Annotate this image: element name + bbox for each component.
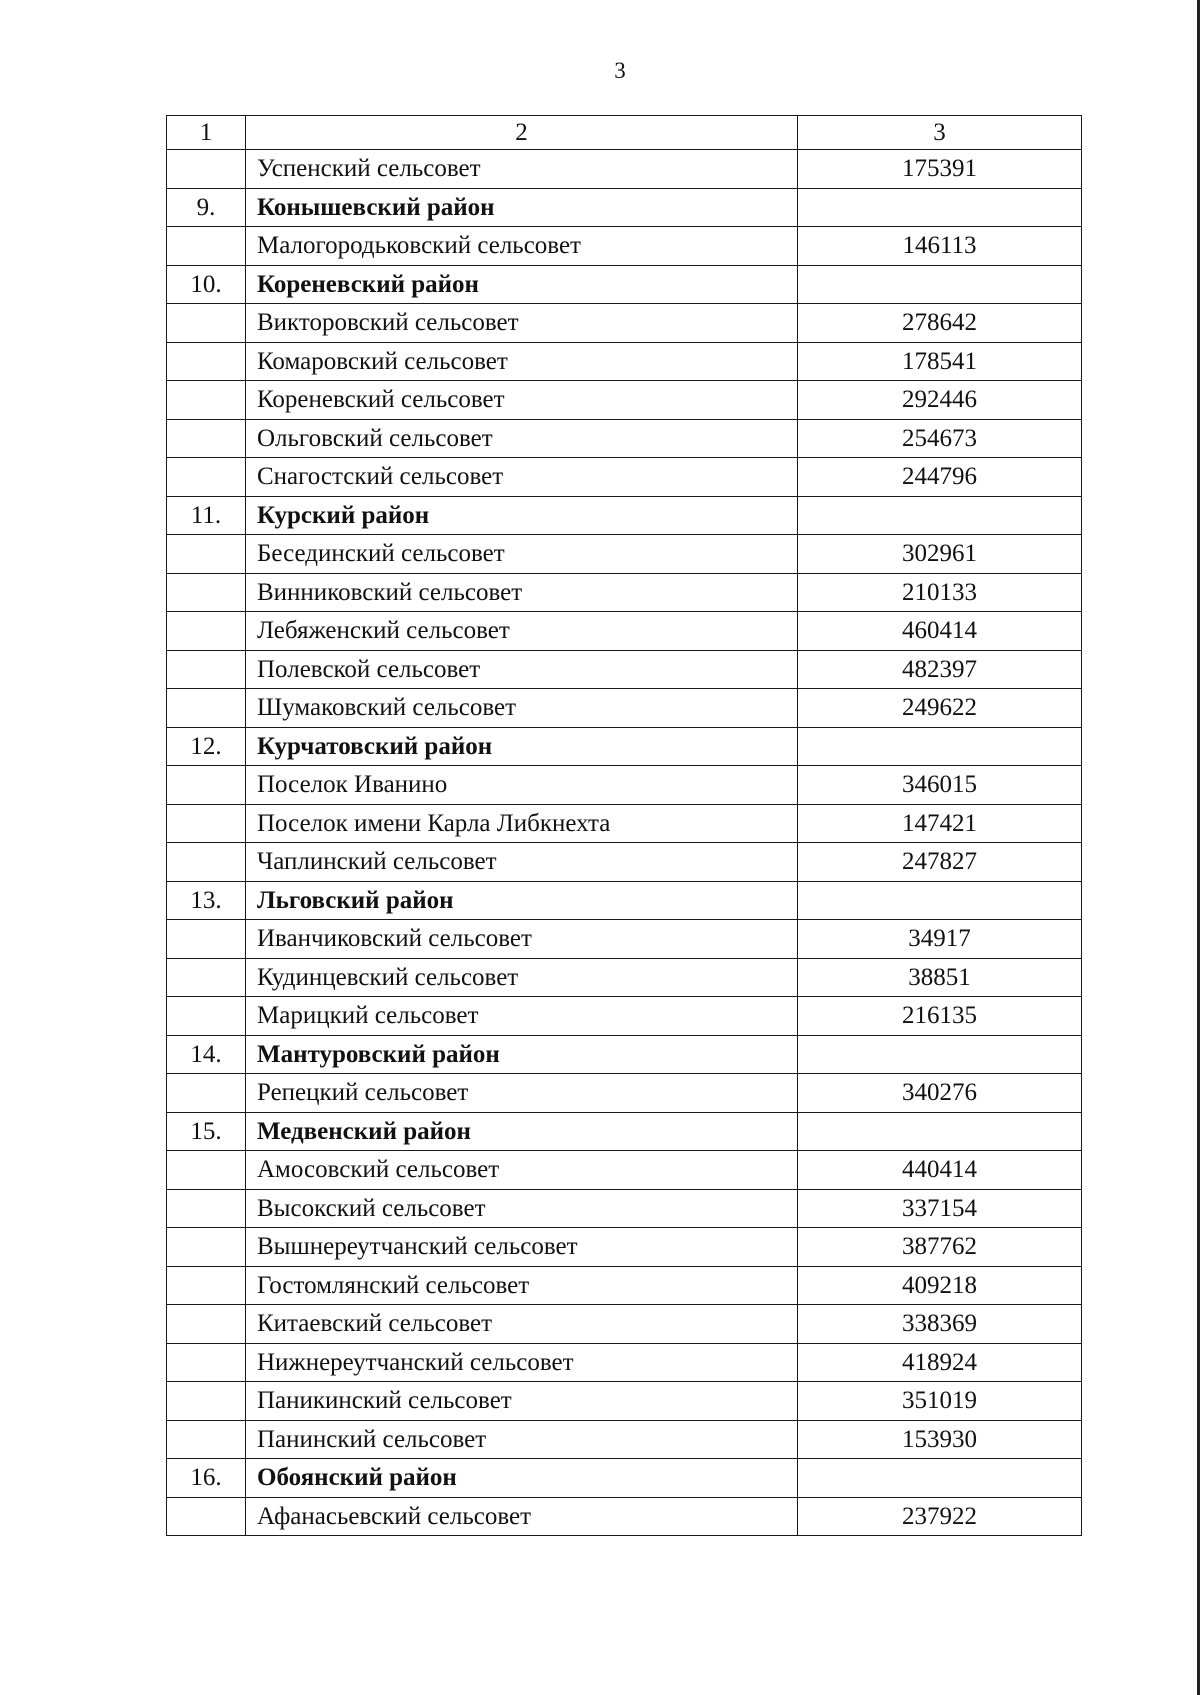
value-cell: 346015 bbox=[798, 766, 1082, 805]
row-number-cell bbox=[167, 1151, 246, 1190]
district-row bbox=[167, 188, 1082, 227]
table-row bbox=[167, 1074, 1082, 1113]
table-row bbox=[167, 304, 1082, 343]
value-cell bbox=[798, 1112, 1082, 1151]
value-cell: 146113 bbox=[798, 227, 1082, 266]
value-cell: 216135 bbox=[798, 997, 1082, 1036]
row-number-cell bbox=[167, 150, 246, 189]
settlement-name-cell: Викторовский сельсовет bbox=[246, 304, 798, 343]
table-row bbox=[167, 1266, 1082, 1305]
district-row bbox=[167, 1459, 1082, 1498]
row-number-cell: 13. bbox=[167, 881, 246, 920]
page-number: 3 bbox=[614, 58, 626, 83]
settlement-name-cell: Чаплинский сельсовет bbox=[246, 843, 798, 882]
row-number-cell: 14. bbox=[167, 1035, 246, 1074]
table-row bbox=[167, 650, 1082, 689]
district-name-cell: Конышевский район bbox=[246, 188, 798, 227]
table-row bbox=[167, 766, 1082, 805]
settlement-name-cell: Панинский сельсовет bbox=[246, 1420, 798, 1459]
value-cell bbox=[798, 1035, 1082, 1074]
row-number-cell bbox=[167, 458, 246, 497]
table-row bbox=[167, 804, 1082, 843]
value-cell: 278642 bbox=[798, 304, 1082, 343]
value-cell bbox=[798, 496, 1082, 535]
settlement-name-cell: Нижнереутчанский сельсовет bbox=[246, 1343, 798, 1382]
settlement-name-cell: Иванчиковский сельсовет bbox=[246, 920, 798, 959]
district-name-cell: Обоянский район bbox=[246, 1459, 798, 1498]
row-number-cell bbox=[167, 1497, 246, 1536]
settlement-name-cell: Бесединский сельсовет bbox=[246, 535, 798, 574]
row-number-cell bbox=[167, 612, 246, 651]
settlement-name-cell: Поселок Иванино bbox=[246, 766, 798, 805]
row-number-cell bbox=[167, 1266, 246, 1305]
row-number-cell bbox=[167, 766, 246, 805]
district-row bbox=[167, 496, 1082, 535]
value-cell: 247827 bbox=[798, 843, 1082, 882]
row-number-cell bbox=[167, 1420, 246, 1459]
settlement-name-cell: Кудинцевский сельсовет bbox=[246, 958, 798, 997]
row-number-cell: 9. bbox=[167, 188, 246, 227]
row-number-cell bbox=[167, 227, 246, 266]
value-cell: 292446 bbox=[798, 381, 1082, 420]
value-cell: 337154 bbox=[798, 1189, 1082, 1228]
row-number-cell: 16. bbox=[167, 1459, 246, 1498]
value-cell bbox=[798, 727, 1082, 766]
settlement-name-cell: Китаевский сельсовет bbox=[246, 1305, 798, 1344]
settlement-name-cell: Комаровский сельсовет bbox=[246, 342, 798, 381]
value-cell bbox=[798, 881, 1082, 920]
district-name-cell: Курчатовский район bbox=[246, 727, 798, 766]
table-row bbox=[167, 958, 1082, 997]
settlement-name-cell: Полевской сельсовет bbox=[246, 650, 798, 689]
table-row bbox=[167, 573, 1082, 612]
value-cell bbox=[798, 188, 1082, 227]
settlement-name-cell: Шумаковский сельсовет bbox=[246, 689, 798, 728]
row-number-cell bbox=[167, 920, 246, 959]
row-number-cell bbox=[167, 689, 246, 728]
table-row bbox=[167, 843, 1082, 882]
table-row bbox=[167, 1228, 1082, 1267]
row-number-cell bbox=[167, 304, 246, 343]
table-row bbox=[167, 1420, 1082, 1459]
value-cell: 338369 bbox=[798, 1305, 1082, 1344]
row-number-cell: 10. bbox=[167, 265, 246, 304]
value-cell: 440414 bbox=[798, 1151, 1082, 1190]
value-cell bbox=[798, 265, 1082, 304]
settlement-name-cell: Афанасьевский сельсовет bbox=[246, 1497, 798, 1536]
table-row bbox=[167, 458, 1082, 497]
table-row bbox=[167, 381, 1082, 420]
value-cell: 409218 bbox=[798, 1266, 1082, 1305]
table-row bbox=[167, 689, 1082, 728]
table-row bbox=[167, 227, 1082, 266]
value-cell: 254673 bbox=[798, 419, 1082, 458]
value-cell: 38851 bbox=[798, 958, 1082, 997]
row-number-cell bbox=[167, 997, 246, 1036]
row-number-cell bbox=[167, 342, 246, 381]
value-cell: 178541 bbox=[798, 342, 1082, 381]
value-cell: 147421 bbox=[798, 804, 1082, 843]
table-row bbox=[167, 1497, 1082, 1536]
header-col-3: 3 bbox=[798, 116, 1082, 150]
table-row bbox=[167, 342, 1082, 381]
row-number-cell bbox=[167, 381, 246, 420]
table-body bbox=[167, 116, 1082, 1536]
row-number-cell: 15. bbox=[167, 1112, 246, 1151]
header-col-2: 2 bbox=[246, 116, 798, 150]
table-row bbox=[167, 150, 1082, 189]
row-number-cell bbox=[167, 843, 246, 882]
row-number-cell bbox=[167, 1189, 246, 1228]
settlement-name-cell: Амосовский сельсовет bbox=[246, 1151, 798, 1190]
value-cell: 418924 bbox=[798, 1343, 1082, 1382]
row-number-cell bbox=[167, 958, 246, 997]
row-number-cell bbox=[167, 1228, 246, 1267]
settlement-name-cell: Лебяженский сельсовет bbox=[246, 612, 798, 651]
settlement-name-cell: Вышнереутчанский сельсовет bbox=[246, 1228, 798, 1267]
table-row bbox=[167, 1382, 1082, 1421]
value-cell: 237922 bbox=[798, 1497, 1082, 1536]
table-row bbox=[167, 1189, 1082, 1228]
row-number-cell bbox=[167, 650, 246, 689]
settlement-name-cell: Высокский сельсовет bbox=[246, 1189, 798, 1228]
district-name-cell: Медвенский район bbox=[246, 1112, 798, 1151]
row-number-cell bbox=[167, 804, 246, 843]
settlement-name-cell: Репецкий сельсовет bbox=[246, 1074, 798, 1113]
row-number-cell bbox=[167, 573, 246, 612]
value-cell: 387762 bbox=[798, 1228, 1082, 1267]
value-cell: 34917 bbox=[798, 920, 1082, 959]
district-row bbox=[167, 727, 1082, 766]
table-row bbox=[167, 419, 1082, 458]
row-number-cell bbox=[167, 1305, 246, 1344]
value-cell: 351019 bbox=[798, 1382, 1082, 1421]
settlement-name-cell: Малогородьковский сельсовет bbox=[246, 227, 798, 266]
value-cell: 460414 bbox=[798, 612, 1082, 651]
table-row bbox=[167, 1305, 1082, 1344]
district-row bbox=[167, 265, 1082, 304]
district-row bbox=[167, 1035, 1082, 1074]
district-row bbox=[167, 1112, 1082, 1151]
allocation-table bbox=[166, 115, 1082, 1536]
value-cell: 302961 bbox=[798, 535, 1082, 574]
table-row bbox=[167, 612, 1082, 651]
row-number-cell bbox=[167, 535, 246, 574]
value-cell: 210133 bbox=[798, 573, 1082, 612]
table-row bbox=[167, 1343, 1082, 1382]
table-row bbox=[167, 920, 1082, 959]
district-name-cell: Кореневский район bbox=[246, 265, 798, 304]
settlement-name-cell: Винниковский сельсовет bbox=[246, 573, 798, 612]
settlement-name-cell: Гостомлянский сельсовет bbox=[246, 1266, 798, 1305]
table-header-row bbox=[167, 116, 1082, 150]
table-row bbox=[167, 535, 1082, 574]
district-row bbox=[167, 881, 1082, 920]
settlement-name-cell: Поселок имени Карла Либкнехта bbox=[246, 804, 798, 843]
settlement-name-cell: Ольговский сельсовет bbox=[246, 419, 798, 458]
settlement-name-cell: Успенский сельсовет bbox=[246, 150, 798, 189]
settlement-name-cell: Паникинский сельсовет bbox=[246, 1382, 798, 1421]
district-name-cell: Курский район bbox=[246, 496, 798, 535]
value-cell: 244796 bbox=[798, 458, 1082, 497]
district-name-cell: Мантуровский район bbox=[246, 1035, 798, 1074]
settlement-name-cell: Снагостский сельсовет bbox=[246, 458, 798, 497]
row-number-cell bbox=[167, 419, 246, 458]
row-number-cell: 11. bbox=[167, 496, 246, 535]
settlement-name-cell: Кореневский сельсовет bbox=[246, 381, 798, 420]
value-cell: 482397 bbox=[798, 650, 1082, 689]
row-number-cell bbox=[167, 1382, 246, 1421]
header-col-1: 1 bbox=[167, 116, 246, 150]
table-row bbox=[167, 997, 1082, 1036]
value-cell bbox=[798, 1459, 1082, 1498]
row-number-cell bbox=[167, 1343, 246, 1382]
settlement-name-cell: Марицкий сельсовет bbox=[246, 997, 798, 1036]
value-cell: 249622 bbox=[798, 689, 1082, 728]
row-number-cell bbox=[167, 1074, 246, 1113]
value-cell: 340276 bbox=[798, 1074, 1082, 1113]
district-name-cell: Льговский район bbox=[246, 881, 798, 920]
table-row bbox=[167, 1151, 1082, 1190]
value-cell: 175391 bbox=[798, 150, 1082, 189]
value-cell: 153930 bbox=[798, 1420, 1082, 1459]
row-number-cell: 12. bbox=[167, 727, 246, 766]
